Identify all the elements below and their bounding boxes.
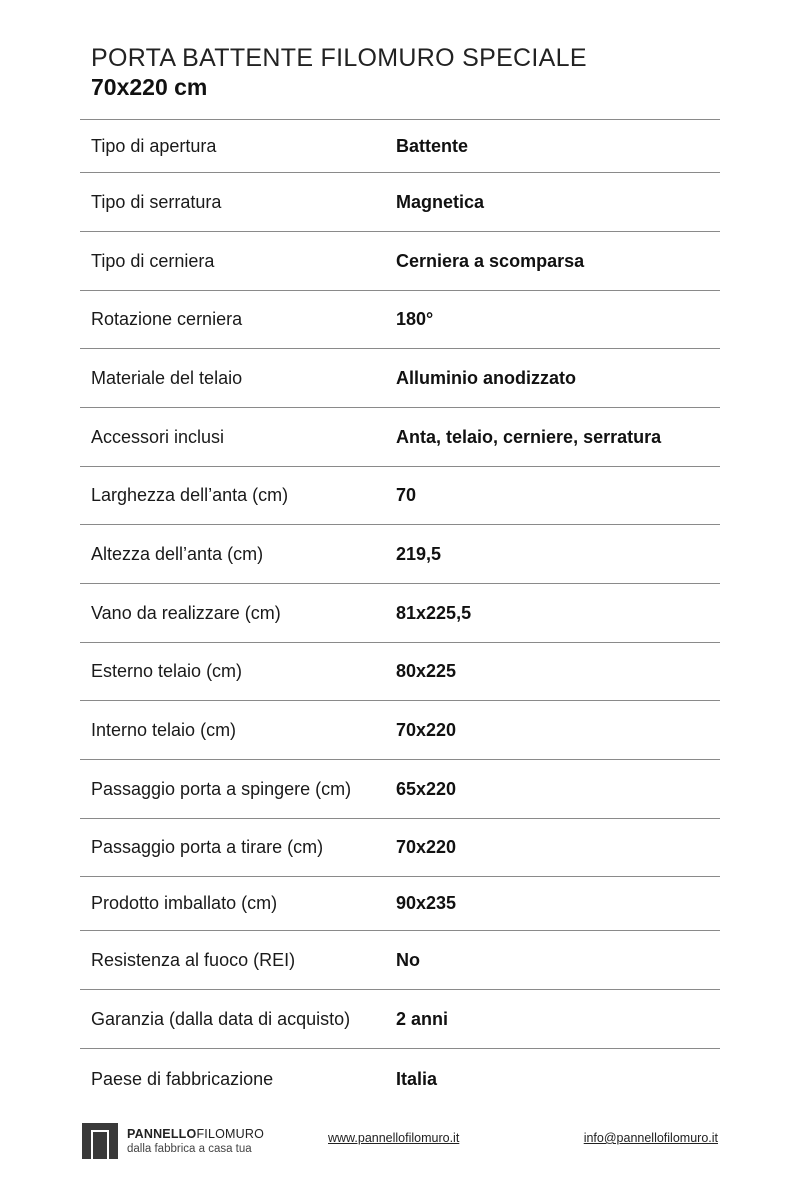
spec-value: 70x220 xyxy=(396,719,457,740)
spec-row xyxy=(80,525,720,584)
spec-label: Passaggio porta a tirare (cm) xyxy=(91,837,324,857)
brand-name-light: FILOMURO xyxy=(196,1127,265,1141)
spec-row xyxy=(80,408,720,467)
spec-label: Paese di fabbricazione xyxy=(91,1068,274,1089)
spec-value: 70 xyxy=(396,485,417,505)
spec-label: Altezza dell’anta (cm) xyxy=(91,543,264,564)
spec-table xyxy=(80,119,720,1109)
spec-value: Cerniera a scomparsa xyxy=(396,250,585,271)
spec-row xyxy=(80,467,720,525)
brand-name xyxy=(127,1127,264,1141)
spec-value: No xyxy=(396,949,420,970)
spec-value: 65x220 xyxy=(396,778,457,799)
email-link[interactable]: info@pannellofilomuro.it xyxy=(583,1131,718,1145)
spec-label: Resistenza al fuoco (REI) xyxy=(91,949,296,970)
spec-label: Larghezza dell’anta (cm) xyxy=(91,485,289,505)
spec-row xyxy=(80,931,720,990)
spec-label: Interno telaio (cm) xyxy=(91,719,237,740)
spec-value: 80x225 xyxy=(396,661,457,681)
spec-value: 81x225,5 xyxy=(396,602,472,623)
footer xyxy=(0,1115,800,1175)
spec-label: Passaggio porta a spingere (cm) xyxy=(91,778,352,799)
spec-label: Vano da realizzare (cm) xyxy=(91,602,281,623)
page-title: PORTA BATTENTE FILOMURO SPECIALE xyxy=(91,44,587,72)
spec-value: 90x235 xyxy=(396,893,457,913)
spec-row xyxy=(80,643,720,701)
spec-value: 180° xyxy=(396,309,434,329)
spec-row xyxy=(80,1049,720,1109)
spec-label: Esterno telaio (cm) xyxy=(91,661,243,681)
spec-label: Accessori inclusi xyxy=(91,426,225,447)
spec-row xyxy=(80,291,720,349)
brand-tagline: dalla fabbrica a casa tua xyxy=(127,1143,252,1155)
spec-value: 2 anni xyxy=(396,1008,449,1029)
spec-label: Materiale del telaio xyxy=(91,367,243,388)
spec-value: Alluminio anodizzato xyxy=(396,367,576,388)
spec-value: 219,5 xyxy=(396,543,442,564)
spec-row xyxy=(80,990,720,1049)
brand-name-bold: PANNELLO xyxy=(127,1127,197,1141)
door-frame-logo-icon xyxy=(80,1121,120,1161)
spec-row xyxy=(80,232,720,291)
website-link[interactable]: www.pannellofilomuro.it xyxy=(328,1131,460,1145)
spec-value: Magnetica xyxy=(396,191,485,212)
page-subtitle-size: 70x220 cm xyxy=(91,74,208,100)
spec-row xyxy=(80,120,720,173)
spec-row xyxy=(80,877,720,931)
spec-value: Italia xyxy=(396,1068,438,1089)
spec-row xyxy=(80,701,720,760)
spec-label: Prodotto imballato (cm) xyxy=(91,893,278,913)
spec-label: Tipo di serratura xyxy=(91,191,222,212)
spec-row xyxy=(80,584,720,643)
spec-value: Battente xyxy=(396,135,469,156)
spec-value: 70x220 xyxy=(396,837,457,857)
spec-row xyxy=(80,349,720,408)
spec-label: Rotazione cerniera xyxy=(91,309,243,329)
spec-label: Tipo di apertura xyxy=(91,135,217,156)
spec-label: Garanzia (dalla data di acquisto) xyxy=(91,1008,351,1029)
spec-value: Anta, telaio, cerniere, serratura xyxy=(396,426,662,447)
spec-row xyxy=(80,760,720,819)
spec-label: Tipo di cerniera xyxy=(91,250,215,271)
spec-row xyxy=(80,819,720,877)
spec-row xyxy=(80,173,720,232)
